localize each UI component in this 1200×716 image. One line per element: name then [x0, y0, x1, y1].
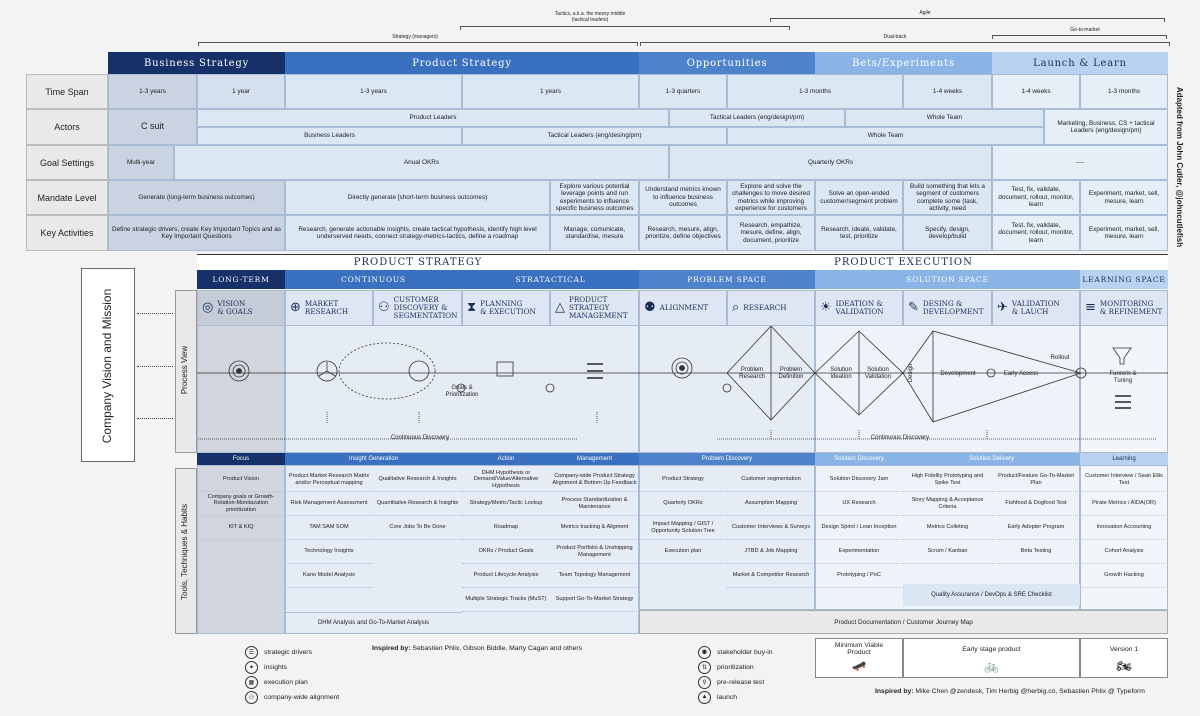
- tool-item: Product/Feature Go-To-Market Plan: [992, 468, 1080, 492]
- goal-anual-okrs: Anual OKRs: [174, 145, 669, 180]
- inspired-right-bold: Inspired by:: [875, 688, 914, 695]
- process-header: [197, 290, 285, 326]
- band-insight-generation: Insight Generation: [285, 453, 462, 465]
- activity-cell: Manage, comunicate, standardise, mesure: [550, 215, 639, 251]
- tool-item: Product Vision: [197, 468, 285, 492]
- goal-quarterly-okrs: Quarterly OKRs: [669, 145, 992, 180]
- tool-item: Kano Model Analysis: [285, 564, 373, 588]
- tool-item: Process Standardization & Maintenance: [550, 492, 639, 516]
- process-header-label: PRODUCT STRATEGY MANAGEMENT: [569, 295, 628, 320]
- time-span-cell: 1-3 years: [108, 74, 197, 109]
- row-label-activities: Key Activities: [26, 215, 108, 251]
- tool-item: TAM SAM SOM: [285, 516, 373, 540]
- tool-item: KIT & KIQ: [197, 516, 285, 540]
- process-header: [462, 290, 550, 326]
- motorcycle-icon: 🏍: [1116, 659, 1132, 673]
- development-label: Development: [940, 370, 976, 377]
- activity-cell: Research, mesure, align, prioritize, define objectives: [639, 215, 727, 251]
- actor-business-leaders: Business Leaders: [197, 127, 462, 145]
- mandate-cell: Directly generate [short-term business outcomes): [285, 180, 550, 215]
- band-problem-discovery: Problem Discovery: [639, 453, 815, 465]
- goals-prioritization-label: Goals & Prioritization: [445, 385, 479, 398]
- activity-cell: Research, ideate, validate, test, prioritize: [815, 215, 903, 251]
- mandate-cell: Test, fix, validate, document, rollout, monitor, learn: [992, 180, 1080, 215]
- stage-early-label: Early stage product: [962, 645, 1021, 653]
- tool-item: Fishfood & Dogfood Test: [992, 492, 1080, 516]
- band-management: Management: [550, 453, 639, 465]
- time-span-cell: 1-3 quarters: [639, 74, 727, 109]
- bicycle-icon: 🚲: [984, 659, 999, 673]
- test-icon: ⚲: [698, 676, 711, 689]
- buy-in-icon: ⚉: [698, 646, 711, 659]
- tool-item: Prototyping / PoC: [815, 564, 903, 588]
- row-label-actors: Actors: [26, 109, 108, 145]
- actor-marketing: Marketing, Business, CS + tactical Leaders (eng/design/pm): [1044, 109, 1168, 145]
- gtm-brace: [992, 35, 1167, 39]
- tool-item: Multiple Strategic Tracks (MuST): [462, 588, 550, 612]
- process-header-label: CUSTOMER DISCOVERY & SEGMENTATION: [393, 295, 458, 320]
- plan-icon: [497, 362, 513, 376]
- alignment-icon: ⚇: [245, 691, 258, 704]
- phase-business-strategy: Business Strategy: [108, 52, 285, 74]
- tool-dhm-analysis: DHM Analysis and Go-To-Market Analysis: [285, 612, 462, 634]
- drivers-icon: ☰: [245, 646, 258, 659]
- legend-label: prioritization: [717, 663, 754, 671]
- tool-item: Market & Competitor Research: [727, 564, 815, 588]
- process-header-label: MONITORING & REFINEMENT: [1099, 299, 1163, 316]
- solution-ideation-label: Solution Ideation: [830, 367, 852, 380]
- sub-problem-space: PROBLEM SPACE: [639, 270, 815, 289]
- actor-whole-team-bottom: Whole Team: [727, 127, 1044, 145]
- tool-item: Metrics Colleting: [903, 516, 992, 540]
- continuous-discovery-label: Continuous Discovery: [390, 434, 450, 441]
- process-header: [285, 290, 373, 326]
- tool-item: Core Jobs To Be Done: [373, 516, 462, 540]
- go-to-market-label: Go-to-market: [1070, 26, 1100, 33]
- tool-item: Pirate Metrics / AIDA(OR): [1080, 492, 1168, 516]
- users-icon: ⚇: [378, 300, 390, 315]
- tool-item: Impact Mapping / GIST / Opportunity Solution Tree: [639, 516, 727, 540]
- tool-item: Story Mapping & Acceptance Criteria: [903, 492, 992, 516]
- process-diagram: [197, 326, 1168, 453]
- tool-item: OKRs / Product Goals: [462, 540, 550, 564]
- time-span-cell: 1-4 weeks: [992, 74, 1080, 109]
- skateboard-icon: 🛹: [851, 659, 867, 673]
- tool-item: Quarterly OKRs: [639, 492, 727, 516]
- problem-research-label: Problem Research: [739, 367, 765, 380]
- band-focus: Focus: [197, 453, 285, 465]
- hourglass-icon: ⧗: [467, 300, 477, 315]
- section-product-execution: PRODUCT EXECUTION: [639, 254, 1168, 270]
- tool-item: Customer Interview / Sean Ellis Test: [1080, 468, 1168, 492]
- sub-stratactical: STRATACTICAL: [462, 270, 639, 289]
- mandate-cell: Solve an open-ended customer/segment problem: [815, 180, 903, 215]
- alignment-marker: [546, 384, 554, 392]
- inspired-right: [875, 688, 1175, 698]
- magnifier-icon: ⌕: [732, 300, 740, 315]
- tactics-brace: [460, 26, 790, 30]
- plan-icon: ▦: [245, 676, 258, 689]
- tool-item: Product Portfolio & Unshipping Management: [550, 540, 639, 564]
- inspired-left: [372, 645, 672, 655]
- activity-cell: Research, empathize, mesure, define, align, document, prioritize: [727, 215, 815, 251]
- actor-whole-team-top: Whole Team: [845, 109, 1044, 127]
- process-header-label: DESING & DEVELOPMENT: [922, 299, 984, 316]
- goal-none: ----: [992, 145, 1168, 180]
- mandate-cell: Generate (long-term business outcomes): [108, 180, 285, 215]
- legend-label: pre-release test: [717, 678, 765, 686]
- row-label-goal-settings: Goal Settings: [26, 145, 108, 180]
- activity-cell: Research, generate actionable insights, create tactical hypothesis, identify high level underserved needs, connect strategy-metrics-tactics, define a roadmap: [285, 215, 550, 251]
- agile-label: Agile: [919, 9, 931, 16]
- activity-cell: Experiment, market, sell, mesure, learn: [1080, 215, 1168, 251]
- tool-item: Innovation Accounting: [1080, 516, 1168, 540]
- tool-item: Team Topology Management: [550, 564, 639, 588]
- tool-item: Support Go-To-Market Strategy: [550, 588, 639, 612]
- tool-item: Execution plan: [639, 540, 727, 564]
- phase-product-strategy: Product Strategy: [285, 52, 639, 74]
- actor-tactical-leaders-top: Tactical Leaders (eng/design/pm): [669, 109, 845, 127]
- legend-label: launch: [717, 693, 738, 701]
- phase-bets-experiments: Bets/Experiments: [815, 52, 992, 74]
- band-solution-delivery: Solution Delivery: [903, 453, 1080, 465]
- phase-launch-learn: Launch & Learn: [992, 52, 1168, 74]
- tool-item: Roadmap: [462, 516, 550, 540]
- process-header: [639, 290, 727, 326]
- tool-item: Scrum / Kanban: [903, 540, 992, 564]
- funnels-tuning-label: Funnels & Tuning: [1109, 371, 1137, 384]
- tool-item: JTBD & Job Mapping: [727, 540, 815, 564]
- time-span-cell: 1 years: [462, 74, 639, 109]
- tool-product-documentation: Product Documentation / Customer Journey Map: [639, 610, 1168, 634]
- tool-item: High Fidelity Prototyping and Spike Test: [903, 468, 992, 492]
- time-span-cell: 1-3 months: [727, 74, 903, 109]
- tool-item: Solution Discovery Jam: [815, 468, 903, 492]
- company-vision-label: Company Vision and Mission: [100, 288, 114, 444]
- mandate-cell: Understand metrics known to influence business outcomes: [639, 180, 727, 215]
- time-span-cell: 1-3 years: [285, 74, 462, 109]
- process-header: [373, 290, 462, 326]
- mandate-cell: Experiment, market, sell, mesure, learn: [1080, 180, 1168, 215]
- tool-item: Product Lifecycle Analysis: [462, 564, 550, 588]
- stage-early: [903, 638, 1080, 678]
- activity-cell: Specify, design, develop/build: [903, 215, 992, 251]
- problem-definition-label: Problem Definition: [778, 367, 804, 380]
- people-icon: ⚉: [644, 300, 656, 315]
- process-header-label: MARKET RESEARCH: [304, 299, 349, 316]
- actor-c-suit: C suit: [108, 109, 197, 145]
- tool-item: DHM Hypothesis or Demand/Value/Alternative Hypothesis: [462, 468, 550, 492]
- process-header-label: VALIDATION & LAUCH: [1011, 299, 1060, 316]
- process-header: [1080, 290, 1168, 326]
- solution-validation-label: Solution Validation: [865, 367, 891, 380]
- process-header-label: PLANNING & EXECUTION: [480, 299, 536, 316]
- sub-long-term: LONG-TERM: [197, 270, 285, 289]
- prioritization-icon: ⇅: [698, 661, 711, 674]
- process-view-label: Process View: [180, 345, 189, 395]
- process-header-label: IDEATION & VALIDATION: [835, 299, 884, 316]
- tactics-label: Tactics, a.k.a. the messy middle (tactical leaders): [554, 11, 626, 23]
- tool-item: Risk Management Assessment: [285, 492, 373, 516]
- tool-item: Cohort Analysis: [1080, 540, 1168, 564]
- process-header: [992, 290, 1080, 326]
- tools-label: Tools, Techniques & Habits: [180, 504, 189, 600]
- launch-icon: ▲: [698, 691, 711, 704]
- strategy-managers-label: Strategy (managers): [392, 33, 438, 40]
- strategy-brace: [198, 42, 638, 46]
- legend-item: [245, 691, 365, 703]
- band-action: Action: [462, 453, 550, 465]
- tool-quality-assurance: Quality Assurance / DevOps & SRE Checklist: [903, 584, 1080, 606]
- mandate-cell: Explore various potential leverage points and run experiments to influence specific business outcomes: [550, 180, 639, 215]
- buy-in-marker: [723, 384, 731, 392]
- funnel-icon: [1113, 348, 1131, 364]
- tool-item: Technology Insights: [285, 540, 373, 564]
- design-label: Design: [907, 363, 914, 383]
- credit-label: Adapted from John Cutler, @johncutlefish: [1175, 86, 1184, 248]
- vision-arrow: [137, 418, 173, 419]
- row-label-time-span: Time Span: [26, 74, 108, 109]
- legend-item: [698, 676, 808, 688]
- section-product-strategy: PRODUCT STRATEGY: [197, 254, 639, 270]
- row-label-mandate: Mandate Level: [26, 180, 108, 215]
- tool-item: Product Market Research Matrix and/or Perceptual mapping: [285, 468, 373, 492]
- tool-item: Metrics tracking & Aligment: [550, 516, 639, 540]
- process-header-label: RESEARCH: [743, 303, 787, 312]
- tool-item: Company goals or Growth-Retation-Monitazation prioritization: [197, 492, 285, 516]
- tool-item: UX Research: [815, 492, 903, 516]
- early-access-label: Early Access: [1003, 370, 1039, 377]
- sub-continuous: CONTINUOUS: [285, 270, 462, 289]
- tool-item: Quantitative Research & Insights: [373, 492, 462, 516]
- wrench-icon: ✎: [908, 300, 919, 315]
- band-learning: Learning: [1080, 453, 1168, 465]
- insights-icon: ✦: [245, 661, 258, 674]
- dual-track-label: Dual-track: [883, 33, 907, 40]
- process-header-label: VISION & GOALS: [217, 299, 253, 316]
- vision-arrow: [137, 366, 173, 367]
- legend-label: stakeholder buy-in: [717, 648, 773, 656]
- time-span-cell: 1 year: [197, 74, 285, 109]
- tool-item: Product Strategy: [639, 468, 727, 492]
- tool-item: Beta Testing: [992, 540, 1080, 564]
- dual-track-brace: [640, 42, 1170, 46]
- tool-item: Experimentation: [815, 540, 903, 564]
- continuous-discovery-label: Continuous Discovery: [870, 434, 930, 441]
- legend-item: [245, 646, 365, 658]
- process-header: [815, 290, 903, 326]
- legend-item: [245, 676, 365, 688]
- process-header-label: ALIGNMENT: [659, 303, 709, 312]
- users-icon: [409, 361, 429, 381]
- inspired-left-text: Sebastien Phlix, Gibson Biddle, Marty Cagan and others: [410, 645, 583, 652]
- process-header: [550, 290, 639, 326]
- tool-item: Design Sprint / Lean Inception: [815, 516, 903, 540]
- compass-icon: ⊕: [290, 300, 301, 315]
- actor-product-leaders: Product Leaders: [197, 109, 669, 127]
- inspired-right-text: Mike Chen @zendesk, Tim Herbig @herbig.co, Sebastien Phlix @ Typeform: [913, 688, 1145, 695]
- sub-solution-space: SOLUTION SPACE: [815, 270, 1080, 289]
- legend-item: [698, 661, 808, 673]
- stage-mvp-label: Minimum Viable Product: [834, 642, 884, 656]
- tool-item: Customer Interviews & Surveys: [727, 516, 815, 540]
- tool-item: Assumption Mapping: [727, 492, 815, 516]
- legend-label: insights: [264, 663, 288, 671]
- legend-label: execution plan: [264, 678, 308, 686]
- goal-multi-year: Multi-year: [108, 145, 174, 180]
- stage-mvp: [815, 638, 903, 678]
- activity-cell: Define strategic drivers, create Key Important Topics and as Key Important Questions: [108, 215, 285, 251]
- vision-arrow: [137, 313, 173, 314]
- band-solution-discovery: Solution Discovery: [815, 453, 903, 465]
- target-icon: ◎: [202, 300, 214, 315]
- activity-cell: Test, fix, validate, document, rollout, monitor, learn: [992, 215, 1080, 251]
- legend-label: strategic drivers: [264, 648, 312, 656]
- legend-item: [245, 661, 365, 673]
- time-span-cell: 1-3 months: [1080, 74, 1168, 109]
- time-span-cell: 1-4 weeks: [903, 74, 992, 109]
- tool-item: Customer segmentation: [727, 468, 815, 492]
- mandate-cell: Explore and solve the challenges to move desired metrics while improving experience for customers: [727, 180, 815, 215]
- legend-label: company-wide alignment: [264, 693, 340, 701]
- legend-item: [698, 646, 808, 658]
- pyramid-icon: △: [555, 300, 565, 315]
- process-header: [727, 290, 815, 326]
- legend-item: [698, 691, 808, 703]
- stage-v1-label: Version 1: [1109, 645, 1139, 653]
- tool-item: Growth Hacking: [1080, 564, 1168, 588]
- inspired-left-bold: Inspired by:: [372, 645, 411, 652]
- tool-item: Early Adopter Program: [992, 516, 1080, 540]
- sub-learning-space: LEARNING SPACE: [1080, 270, 1168, 289]
- tool-item: Qualitative Research & Insights: [373, 468, 462, 492]
- stage-v1: [1080, 638, 1168, 678]
- lightbulb-icon: ☀: [820, 300, 832, 315]
- tool-item: Company-wide Product Strategy Alignment & Bottom Up Feedback: [550, 468, 639, 492]
- actor-tactical-leaders-bottom: Tactical Leaders (eng/desing/pm): [462, 127, 727, 145]
- tool-item: Strategy/Metric/Tactic Lockup: [462, 492, 550, 516]
- discovery-ellipse: [339, 343, 435, 399]
- rocket-icon: ✈: [997, 300, 1008, 315]
- phase-opportunities: Opportunities: [639, 52, 815, 74]
- sliders-icon: ≡: [1085, 300, 1096, 315]
- process-header: [903, 290, 992, 326]
- agile-brace: [770, 18, 1165, 22]
- rollout-label: Rollout: [1050, 354, 1070, 361]
- mandate-cell: Build something that lets a segment of customers complete some (task, activity, need: [903, 180, 992, 215]
